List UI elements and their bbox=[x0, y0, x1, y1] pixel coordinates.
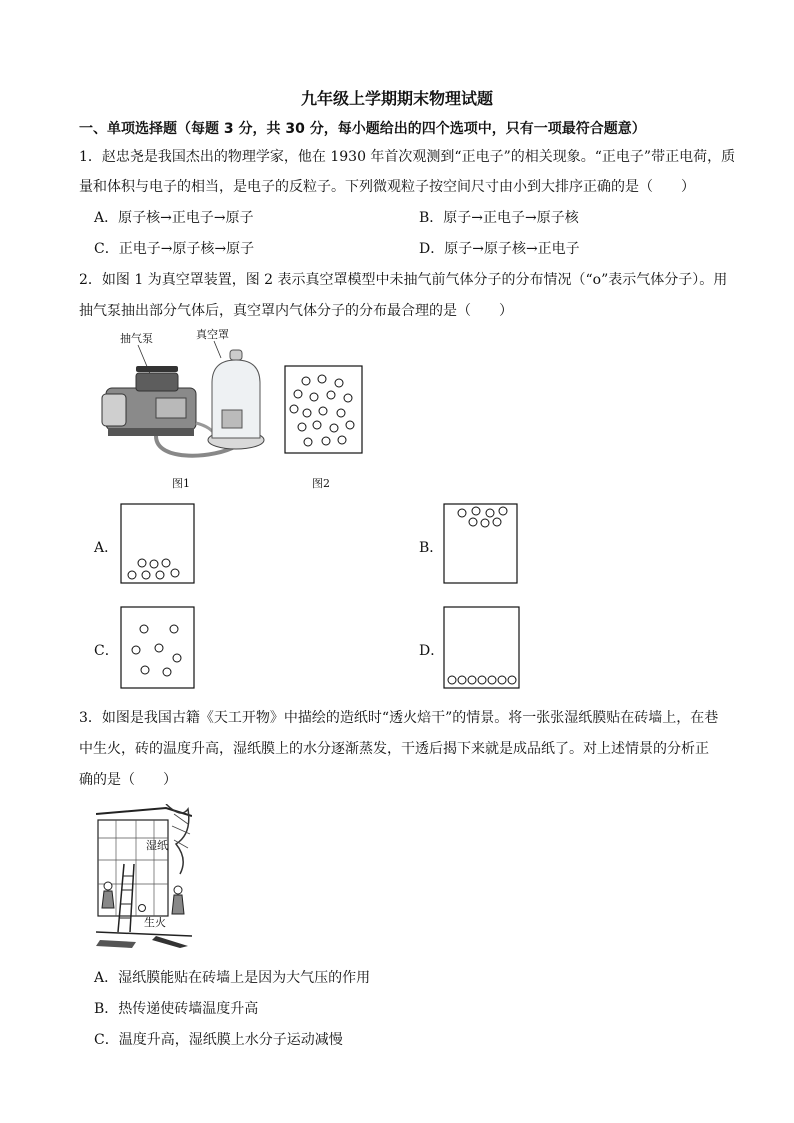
q2-text-line2: 抽气泵抽出部分气体后，真空罩内气体分子的分布最合理的是（ ） bbox=[79, 303, 513, 319]
figure1-caption: 图1 bbox=[172, 477, 190, 490]
q1-option-b[interactable]: B．原子→正电子→原子核 bbox=[419, 210, 579, 226]
q3-text-line3: 确的是（ ） bbox=[79, 772, 177, 788]
q2-option-d-label[interactable]: D． bbox=[419, 643, 445, 659]
figure2-caption: 图2 bbox=[312, 477, 330, 490]
figure2-molecule-box bbox=[284, 365, 364, 455]
section-heading: 一、单项选择题（每题 3 分，共 30 分，每小题给出的四个选项中，只有一项最符合题意） bbox=[79, 121, 646, 137]
q2-option-c-box[interactable] bbox=[120, 606, 196, 690]
q3-text-line2: 中生火，砖的温度升高，湿纸膜上的水分逐渐蒸发，干透后揭下来就是成品纸了。对上述情景的分析正 bbox=[79, 741, 709, 757]
q2-option-a-label[interactable]: A． bbox=[94, 540, 119, 556]
q2-option-b-label[interactable]: B． bbox=[419, 540, 444, 556]
vacuum-pump-figure bbox=[96, 328, 266, 466]
bell-jar-label: 真空罩 bbox=[196, 328, 229, 341]
q3-text-line1: 3．如图是我国古籍《天工开物》中描绘的造纸时“透火焙干”的情景。将一张张湿纸膜贴在砖墙上，在巷 bbox=[79, 710, 719, 726]
q2-text-line1: 2．如图 1 为真空罩装置，图 2 表示真空罩模型中未抽气前气体分子的分布情况（“o”表示气体分子）。用 bbox=[79, 272, 728, 288]
pump-label: 抽气泵 bbox=[120, 332, 153, 345]
q2-option-c-label[interactable]: C． bbox=[94, 643, 119, 659]
page-title: 九年级上学期期末物理试题 bbox=[300, 89, 493, 108]
fire-label: 生火 bbox=[144, 916, 166, 929]
q3-option-c[interactable]: C．温度升高，湿纸膜上水分子运动减慢 bbox=[94, 1032, 343, 1048]
wet-paper-label: 湿纸 bbox=[146, 839, 168, 852]
q1-option-a[interactable]: A．原子核→正电子→原子 bbox=[94, 210, 254, 226]
q1-option-c[interactable]: C．正电子→原子核→原子 bbox=[94, 241, 255, 257]
q3-option-b[interactable]: B．热传递使砖墙温度升高 bbox=[94, 1001, 259, 1017]
q2-option-a-box[interactable] bbox=[120, 503, 196, 585]
q3-option-a[interactable]: A．湿纸膜能贴在砖墙上是因为大气压的作用 bbox=[94, 970, 371, 986]
q1-option-d[interactable]: D．原子→原子核→正电子 bbox=[419, 241, 580, 257]
q2-option-d-box[interactable] bbox=[443, 606, 521, 690]
q2-option-b-box[interactable] bbox=[443, 503, 519, 585]
q1-text-line2: 量和体积与电子的相当，是电子的反粒子。下列微观粒子按空间尺寸由小到大排序正确的是（ ） bbox=[79, 179, 695, 195]
paper-drying-illustration bbox=[96, 804, 192, 948]
q1-text-line1: 1．赵忠尧是我国杰出的物理学家，他在 1930 年首次观测到“正电子”的相关现象。“正电子”带正电荷，质 bbox=[79, 149, 736, 165]
